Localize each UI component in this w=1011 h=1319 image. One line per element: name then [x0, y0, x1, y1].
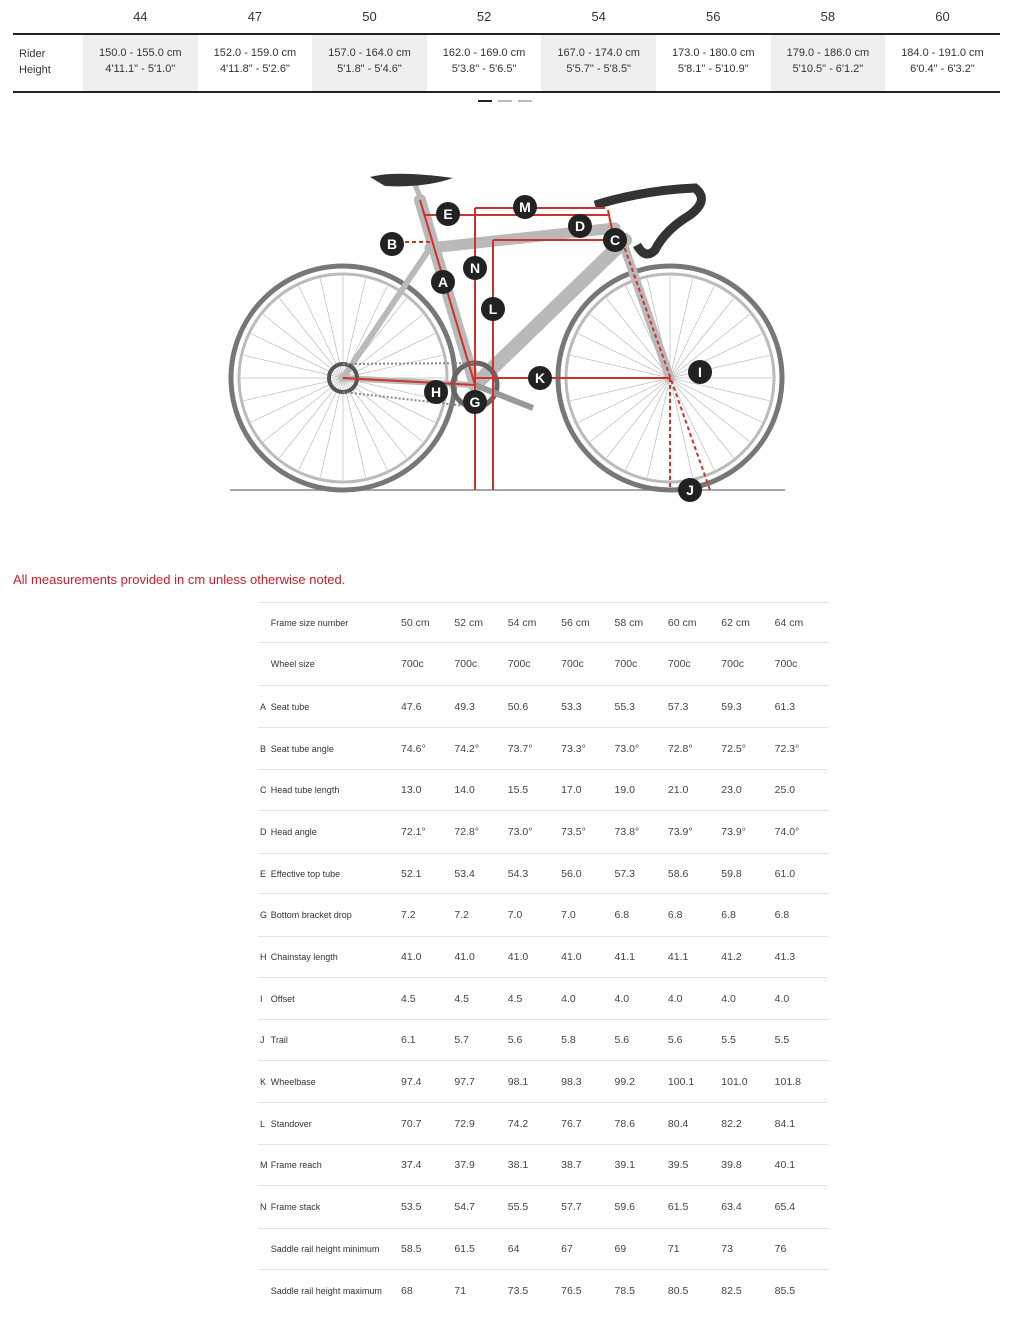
label-b-bubble[interactable]	[380, 232, 404, 256]
geometry-value: 41.1	[667, 951, 689, 963]
svg-text:H: H	[430, 384, 442, 400]
geometry-value: 6.8	[614, 909, 630, 921]
geometry-value: 57.3	[614, 867, 635, 880]
rider-height-cell: 152.0 - 159.0 cm 4'11.8" - 5'2.6"	[213, 47, 297, 75]
geometry-value: 78.5	[614, 1285, 635, 1297]
geometry-row	[258, 685, 828, 727]
svg-text:A: A	[437, 274, 449, 290]
geometry-value: 84.1	[774, 1117, 796, 1130]
geometry-value: 700c	[401, 658, 424, 670]
svg-text:E: E	[443, 206, 453, 222]
geometry-value: 41.3	[774, 951, 796, 963]
geometry-value: 73.0°	[507, 826, 533, 838]
geometry-value: 4.0	[774, 992, 790, 1005]
geometry-value: 7.2	[454, 909, 469, 921]
geometry-value: 19.0	[614, 784, 635, 796]
carousel-dot[interactable]	[478, 100, 492, 102]
geometry-header-row	[258, 602, 828, 642]
geometry-value: 38.1	[507, 1159, 529, 1171]
size-col-header[interactable]: 44	[133, 9, 148, 24]
size-col-header[interactable]: 52	[476, 9, 492, 24]
geometry-value: 4.5	[401, 992, 416, 1005]
geometry-value: 82.5	[721, 1285, 742, 1297]
geometry-value: 54.3	[507, 867, 529, 880]
geometry-value: 37.4	[401, 1159, 422, 1171]
geometry-value: 6.8	[721, 909, 736, 921]
geometry-row-letter: C	[260, 785, 267, 795]
geometry-value: 101.8	[774, 1075, 801, 1088]
geometry-value: 72.1°	[401, 826, 426, 838]
geometry-value: 17.0	[561, 784, 582, 796]
geometry-row-letter: N	[260, 1202, 267, 1212]
geometry-value: 97.4	[401, 1075, 422, 1088]
geometry-value: 61.0	[774, 867, 796, 880]
svg-text:M: M	[519, 199, 531, 215]
geometry-value: 58.5	[401, 1243, 422, 1255]
geometry-value: 41.0	[507, 951, 529, 963]
geometry-row	[258, 1269, 828, 1312]
size-col-header[interactable]: 60	[935, 9, 950, 24]
geometry-value: 78.6	[614, 1117, 635, 1130]
geometry-value: 700c	[454, 658, 478, 670]
geometry-value: 73.7°	[507, 742, 533, 755]
size-header-row	[13, 0, 1000, 35]
saddle	[370, 174, 453, 187]
geometry-row-label: Saddle rail height maximum	[270, 1286, 382, 1296]
svg-text:N: N	[469, 260, 481, 276]
geometry-value: 98.1	[507, 1075, 529, 1088]
geometry-value: 6.8	[774, 909, 790, 921]
geometry-row	[258, 1144, 828, 1185]
geometry-row-label: Effective top tube	[270, 868, 341, 879]
geometry-value: 67	[561, 1243, 573, 1255]
geometry-value: 71	[454, 1285, 467, 1297]
geometry-value: 69	[614, 1243, 627, 1255]
geometry-value: 13.0	[401, 784, 422, 796]
svg-text:C: C	[609, 232, 621, 248]
geometry-row-label: Frame size number	[270, 617, 349, 628]
geometry-row-label: Frame stack	[270, 1202, 321, 1212]
geometry-value: 40.1	[774, 1159, 796, 1171]
geometry-value: 85.5	[774, 1285, 796, 1297]
geometry-value: 5.6	[667, 1034, 683, 1046]
geometry-row	[258, 1185, 828, 1228]
geometry-value: 61.3	[774, 700, 796, 713]
geometry-row-label: Wheelbase	[270, 1076, 316, 1087]
geometry-row-letter: B	[260, 743, 267, 754]
geometry-row	[258, 977, 828, 1019]
geometry-value: 58.6	[667, 867, 689, 880]
geometry-value: 54.7	[454, 1201, 475, 1213]
rider-height-cell: 184.0 - 191.0 cm 6'0.4" - 6'3.2"	[901, 47, 984, 75]
geometry-value: 74.2	[507, 1117, 529, 1130]
geometry-row	[258, 1019, 828, 1060]
rider-height-cell: 162.0 - 169.0 cm 5'3.8" - 5'6.5"	[442, 47, 526, 75]
geometry-value: 74.6°	[401, 742, 426, 755]
geometry-value: 73.5°	[561, 826, 586, 838]
geometry-value: 41.0	[401, 951, 422, 963]
geometry-value: 14.0	[454, 784, 475, 796]
geometry-row-label: Seat tube	[270, 701, 310, 712]
geometry-row-letter: L	[260, 1118, 266, 1129]
geometry-row-label: Saddle rail height minimum	[270, 1244, 380, 1254]
geometry-row-letter: E	[260, 868, 267, 879]
label-k-bubble[interactable]	[528, 366, 552, 390]
geometry-row-label: Seat tube angle	[270, 743, 334, 754]
geometry-value: 700c	[721, 658, 745, 670]
geometry-value: 37.9	[454, 1159, 475, 1171]
geometry-value: 73.5	[507, 1285, 529, 1297]
geometry-value: 7.2	[401, 909, 416, 921]
geometry-value: 72.9	[454, 1117, 475, 1130]
carousel-dot[interactable]	[498, 100, 512, 102]
geometry-value: 61.5	[454, 1243, 475, 1255]
geometry-row	[258, 853, 828, 893]
geometry-value: 59.6	[614, 1201, 635, 1213]
geometry-value: 47.6	[401, 700, 422, 713]
geometry-row	[258, 769, 828, 810]
label-e-bubble[interactable]	[436, 202, 460, 226]
svg-text:I: I	[698, 364, 702, 380]
geometry-value: 73.0°	[614, 742, 640, 755]
geometry-row	[258, 1102, 828, 1144]
geometry-value: 99.2	[614, 1075, 635, 1088]
geometry-value: 41.0	[561, 951, 582, 963]
geometry-row-label: Head angle	[270, 827, 317, 837]
geometry-value: 23.0	[721, 784, 742, 796]
geometry-row-letter: D	[260, 827, 267, 837]
geometry-value: 59.8	[721, 867, 742, 880]
geometry-value: 76.7	[561, 1117, 582, 1130]
svg-text:B: B	[386, 236, 398, 252]
geometry-value: 700c	[667, 658, 691, 670]
geometry-value: 57.7	[561, 1201, 582, 1213]
geometry-value: 21.0	[667, 784, 689, 796]
geometry-value: 5.6	[614, 1034, 630, 1046]
geometry-value: 49.3	[454, 700, 475, 713]
geometry-value: 76	[774, 1243, 787, 1255]
geometry-row	[258, 893, 828, 936]
geometry-value: 70.7	[401, 1117, 422, 1130]
rider-height-cell: 150.0 - 155.0 cm 4'11.1" - 5'1.0"	[83, 35, 198, 91]
geometry-value: 41.1	[614, 951, 635, 963]
geometry-value: 101.0	[721, 1075, 748, 1088]
rider-height-cell: 179.0 - 186.0 cm 5'10.5" - 6'1.2"	[771, 35, 886, 91]
geometry-value: 57.3	[667, 700, 689, 713]
geometry-row	[258, 936, 828, 977]
svg-text:D: D	[574, 218, 586, 234]
geometry-value: 58 cm	[614, 616, 644, 629]
svg-text:L: L	[488, 301, 498, 317]
geometry-row-letter: G	[260, 910, 268, 920]
geometry-value: 4.0	[667, 992, 683, 1005]
geometry-row-label: Offset	[270, 993, 295, 1004]
geometry-row-label: Bottom bracket drop	[270, 910, 352, 920]
size-col-header[interactable]: 50	[362, 9, 377, 24]
geometry-value: 53.5	[401, 1201, 422, 1213]
geometry-value: 71	[667, 1243, 680, 1255]
geometry-value: 4.0	[721, 992, 736, 1005]
geometry-value: 80.4	[667, 1117, 689, 1130]
geometry-value: 72.8°	[454, 826, 480, 838]
rider-height-label: Rider Height	[19, 48, 51, 76]
geometry-value: 73	[721, 1243, 733, 1255]
geometry-value: 50.6	[507, 700, 529, 713]
label-d-bubble[interactable]	[568, 214, 592, 238]
geometry-row	[258, 642, 828, 685]
geometry-value: 64 cm	[774, 616, 804, 629]
geometry-value: 39.1	[614, 1159, 635, 1171]
geometry-value: 39.8	[721, 1159, 742, 1171]
geometry-row-label: Head tube length	[270, 785, 340, 795]
geometry-table	[258, 602, 828, 1312]
geometry-value: 5.7	[454, 1034, 469, 1046]
label-m-bubble[interactable]	[513, 195, 537, 219]
geometry-value: 700c	[614, 658, 638, 670]
geometry-value: 4.5	[507, 992, 523, 1005]
label-c-bubble[interactable]	[603, 228, 627, 252]
geometry-value: 97.7	[454, 1075, 475, 1088]
label-h-bubble[interactable]	[424, 380, 448, 404]
geometry-row-letter: I	[260, 993, 263, 1004]
rider-height-cell: 167.0 - 174.0 cm 5'5.7" - 5'8.5"	[541, 35, 656, 91]
geometry-value: 7.0	[561, 909, 576, 921]
geometry-row-letter: J	[260, 1035, 265, 1045]
geometry-value: 60 cm	[667, 616, 697, 629]
geometry-value: 73.3°	[561, 742, 586, 755]
geometry-value: 73.8°	[614, 826, 640, 838]
label-j-bubble[interactable]	[678, 478, 702, 502]
geometry-value: 53.3	[561, 700, 582, 713]
svg-text:J: J	[686, 482, 694, 498]
geometry-value: 5.6	[507, 1034, 523, 1046]
geometry-value: 98.3	[561, 1075, 582, 1088]
measurement-note: All measurements provided in cm unless otherwise noted.	[13, 572, 346, 587]
geometry-value: 55.3	[614, 700, 635, 713]
geometry-value: 5.5	[774, 1034, 790, 1046]
geometry-row	[258, 1228, 828, 1269]
label-a-bubble[interactable]	[431, 270, 455, 294]
geometry-value: 6.8	[667, 909, 683, 921]
geometry-value: 15.5	[507, 784, 529, 796]
carousel-dots[interactable]	[478, 100, 532, 102]
geometry-value: 4.5	[454, 992, 469, 1005]
size-col-header[interactable]: 58	[820, 9, 836, 24]
rider-height-cell: 173.0 - 180.0 cm 5'8.1" - 5'10.9"	[671, 47, 755, 75]
geometry-row-letter: K	[260, 1076, 267, 1087]
geometry-row	[258, 727, 828, 769]
geometry-value: 41.2	[721, 951, 742, 963]
size-col-header[interactable]: 56	[706, 9, 721, 24]
size-col-header[interactable]: 47	[247, 9, 263, 24]
geometry-row	[258, 810, 828, 853]
geometry-value: 25.0	[774, 784, 796, 796]
geometry-value: 65.4	[774, 1201, 796, 1213]
geometry-row-label: Chainstay length	[270, 952, 338, 962]
label-i-bubble[interactable]	[688, 360, 712, 384]
label-g-bubble[interactable]	[463, 390, 487, 414]
geometry-value: 39.5	[667, 1159, 689, 1171]
geometry-value: 700c	[774, 658, 798, 670]
geometry-value: 61.5	[667, 1201, 689, 1213]
svg-text:G: G	[469, 394, 481, 410]
geometry-value: 80.5	[667, 1285, 689, 1297]
geometry-row-label: Standover	[270, 1118, 312, 1129]
size-col-header[interactable]: 54	[591, 9, 606, 24]
geometry-value: 55.5	[507, 1201, 529, 1213]
geometry-row-label: Frame reach	[270, 1160, 322, 1170]
geometry-value: 52.1	[401, 867, 422, 880]
carousel-dot[interactable]	[518, 100, 532, 102]
geometry-row-label: Wheel size	[270, 659, 315, 669]
geometry-value: 74.0°	[774, 826, 800, 838]
geometry-value: 7.0	[507, 909, 523, 921]
geometry-value: 4.0	[614, 992, 630, 1005]
geometry-value: 6.1	[401, 1034, 416, 1046]
geometry-value: 63.4	[721, 1201, 742, 1213]
geometry-value: 700c	[561, 658, 584, 670]
geometry-row-letter: H	[260, 952, 267, 962]
geometry-value: 73.9°	[721, 826, 746, 838]
geometry-value: 54 cm	[507, 616, 537, 629]
geometry-value: 76.5	[561, 1285, 582, 1297]
svg-text:K: K	[534, 370, 546, 386]
geometry-value: 74.2°	[454, 742, 480, 755]
label-l-bubble[interactable]	[481, 297, 505, 321]
geometry-value: 82.2	[721, 1117, 742, 1130]
rider-height-cell: 157.0 - 164.0 cm 5'1.8" - 5'4.6"	[312, 35, 427, 91]
geometry-value: 68	[401, 1285, 413, 1297]
bike-geometry-diagram	[225, 160, 790, 505]
geometry-row-letter: A	[260, 701, 267, 712]
geometry-value: 62 cm	[721, 616, 750, 629]
geometry-value: 56 cm	[561, 616, 590, 629]
geometry-value: 64	[507, 1243, 520, 1255]
label-n-bubble[interactable]	[463, 256, 487, 280]
geometry-row-letter: M	[260, 1160, 268, 1170]
geometry-value: 56.0	[561, 867, 582, 880]
geometry-row-label: Trail	[270, 1035, 288, 1045]
rider-size-table	[13, 0, 1000, 93]
geometry-value: 4.0	[561, 992, 576, 1005]
geometry-value: 72.8°	[667, 742, 693, 755]
geometry-value: 5.5	[721, 1034, 736, 1046]
geometry-value: 100.1	[667, 1075, 695, 1088]
geometry-value: 53.4	[454, 867, 475, 880]
rider-height-row	[13, 35, 1000, 93]
geometry-value: 50 cm	[401, 616, 430, 629]
geometry-row	[258, 1060, 828, 1102]
geometry-value: 5.8	[561, 1034, 576, 1046]
geometry-value: 59.3	[721, 700, 742, 713]
geometry-value: 700c	[507, 658, 531, 670]
geometry-value: 38.7	[561, 1159, 582, 1171]
geometry-value: 72.5°	[721, 742, 746, 755]
geometry-value: 41.0	[454, 951, 475, 963]
geometry-value: 52 cm	[454, 616, 483, 629]
geometry-value: 73.9°	[667, 826, 693, 838]
geometry-value: 72.3°	[774, 742, 800, 755]
